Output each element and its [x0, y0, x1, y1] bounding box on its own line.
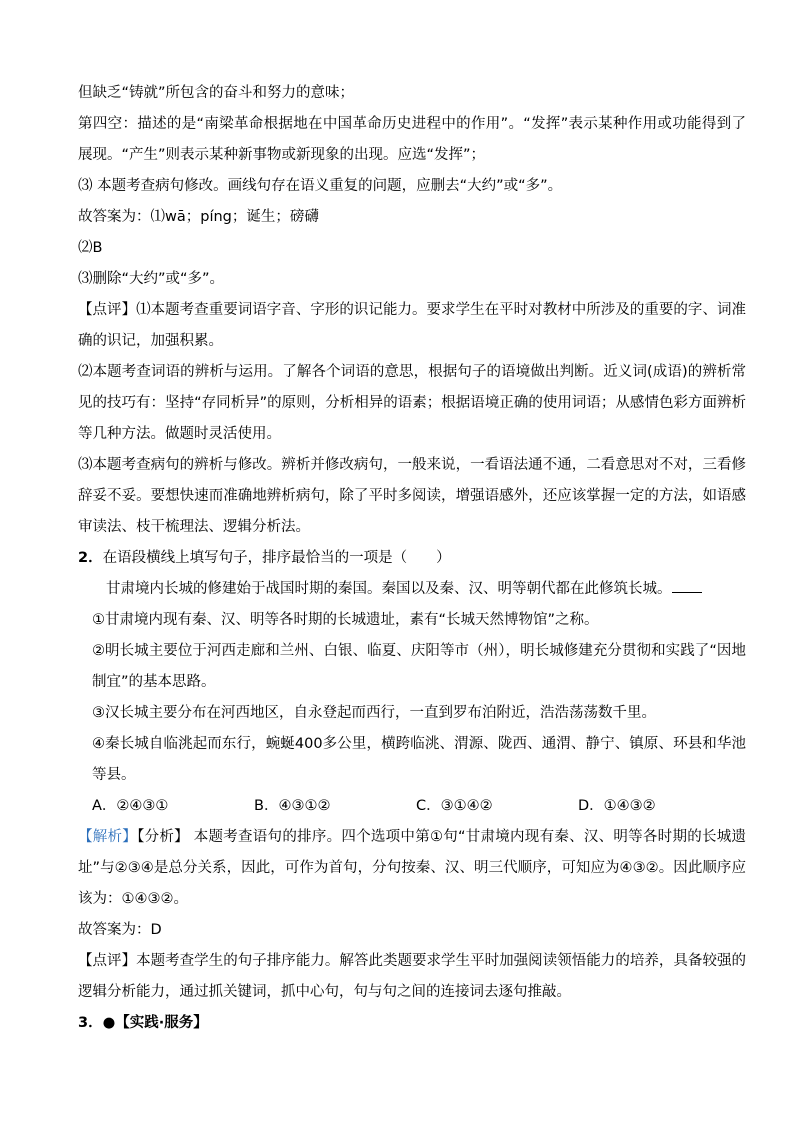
q2-option-d[interactable]: D．①④③②: [578, 798, 656, 814]
q2-option-a[interactable]: A．②④③①: [92, 798, 169, 814]
q1-answer-line-1: 故答案为：⑴wā；píng；诞生；磅礴: [78, 209, 319, 225]
q1-comment-3: ⑶本题考查病句的辨析与修改。辨析并修改病句，一般来说，一看语法通不通，二看意思对不对，三看修辞妥不妥。要想快速而准确地辨析病句，除了平时多阅读，增强语感外，还应该掌握一定的方法，如语感审读法、枝干梳理法、逻辑分析法。: [78, 457, 746, 535]
q2-option-c[interactable]: C．③①④②: [416, 798, 493, 814]
q3-number: 3．: [78, 1015, 103, 1031]
q2-passage: 甘肃境内长城的修建始于战国时期的秦国。秦国以及秦、汉、明等朝代都在此修筑长城。: [106, 581, 672, 597]
q2-answer: 故答案为：D: [78, 922, 162, 938]
q1-comment-2: ⑵本题考查词语的辨析与运用。了解各个词语的意思，根据句子的语境做出判断。近义词(成语)的辨析常见的技巧有：坚持“存同析异”的原则，分析相异的语素；根据语境正确的使用词语；从感情色彩方面辨析等几种方法。做题时灵活使用。: [78, 364, 746, 442]
q3-header: [78, 1008, 746, 1039]
q2-sentence-4: ④秦长城自临洮起而东行，蜿蜒400多公里，横跨临洮、渭源、陇西、通渭、静宁、镇原、环县和华池等县。: [92, 736, 746, 783]
q2-fill-blank: [672, 578, 702, 593]
document-page: [78, 78, 746, 1039]
q1-comment-1: 【点评】⑴本题考查重要词语字音、字形的识记能力。要求学生在平时对教材中所涉及的重要的字、词准确的识记，加强积累。: [78, 302, 746, 349]
q2-sentence-1: ①甘肃境内现有秦、汉、明等各时期的长城遗址，素有“长城天然博物馆”之称。: [92, 612, 599, 628]
q2-stem: 在语段横线上填写句子，排序最恰当的一项是（ ）: [102, 550, 451, 566]
q1-answer-line-3: ⑶删除“大约”或“多”。: [78, 271, 225, 287]
q2-option-b[interactable]: B．④③①②: [254, 798, 331, 814]
q1-answer-line-2: ⑵B: [78, 240, 103, 256]
q2-options: [78, 791, 746, 822]
q3-title: 【实践·服务】: [115, 1015, 208, 1031]
q1-tail-line: 但缺乏“铸就”所包含的奋斗和努力的意味；: [78, 85, 355, 101]
q2-analysis: [78, 822, 746, 915]
q1-fourth-blank-explanation: 第四空：描述的是“南梁革命根据地在中国革命历史进程中的作用”。“发挥”表示某种作用或功能得到了展现。“产生”则表示某种新事物或新现象的出现。应选“发挥”；: [78, 116, 746, 163]
q2-passage-line: [78, 574, 746, 605]
q2-analysis-tag: 【解析】: [78, 829, 138, 845]
q2-stem-line: [78, 543, 746, 574]
q1-part3-explanation: ⑶ 本题考查病句修改。画线句存在语义重复的问题，应删去“大约”或“多”。: [78, 178, 563, 194]
bullet-icon: ●: [102, 1015, 116, 1031]
q2-sentence-2: ②明长城主要位于河西走廊和兰州、白银、临夏、庆阳等市（州），明长城修建充分贯彻和实践了“因地制宜”的基本思路。: [92, 643, 746, 690]
q2-number: 2．: [78, 550, 103, 566]
q2-sentence-3: ③汉长城主要分布在河西地区，自永登起而西行，一直到罗布泊附近，浩浩荡荡数千里。: [92, 705, 656, 721]
q2-analysis-body: 【分析】 本题考查语句的排序。四个选项中第①句“甘肃境内现有秦、汉、明等各时期的长城遗址”与②③④是总分关系，因此，可作为首句，分句按秦、汉、明三代顺序，可知应为④③②。因此顺序应该为：①④③②。: [78, 829, 746, 907]
q2-comment: 【点评】本题考查学生的句子排序能力。解答此类题要求学生平时加强阅读领悟能力的培养，具备较强的逻辑分析能力，通过抓关键词，抓中心句，句与句之间的连接词去逐句推敲。: [78, 953, 746, 1000]
